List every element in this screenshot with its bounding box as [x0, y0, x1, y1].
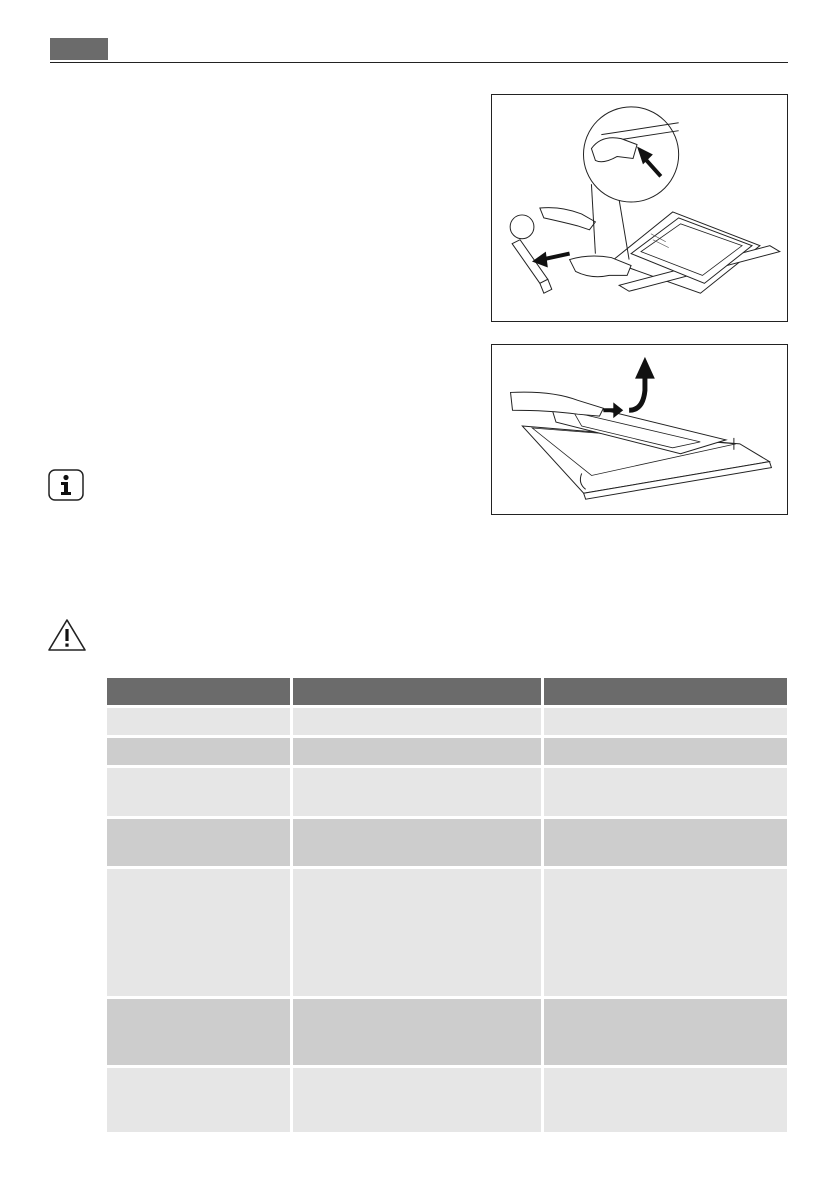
table-cell — [291, 737, 542, 767]
table-cell — [542, 868, 787, 998]
table-cell — [107, 707, 291, 737]
table-cell — [291, 868, 542, 998]
table-cell — [107, 868, 291, 998]
table-cell — [107, 737, 291, 767]
troubleshooting-table — [107, 678, 787, 1135]
table-cell — [291, 998, 542, 1067]
table-row — [107, 737, 787, 767]
table-row — [107, 998, 787, 1067]
table-cell — [107, 767, 291, 818]
table-row — [107, 767, 787, 818]
table-cell — [107, 1067, 291, 1134]
table-cell — [291, 1067, 542, 1134]
table-cell — [542, 737, 787, 767]
table-cell — [107, 998, 291, 1067]
glass-panel-removal-illustration — [491, 344, 788, 515]
info-icon — [48, 469, 84, 501]
table-cell — [542, 998, 787, 1067]
door-trim-removal-illustration — [491, 94, 788, 322]
table-row — [107, 868, 787, 998]
table-cell — [291, 707, 542, 737]
table-cell — [542, 707, 787, 737]
table-cell — [291, 767, 542, 818]
table-row — [107, 1067, 787, 1134]
column-header — [291, 678, 542, 707]
door-trim-removal-drawing — [492, 95, 787, 321]
column-header — [107, 678, 291, 707]
header-rule — [50, 62, 788, 63]
table-cell — [291, 818, 542, 868]
table-cell — [542, 818, 787, 868]
table-header-row — [107, 678, 787, 707]
table-row — [107, 818, 787, 868]
table-cell — [107, 818, 291, 868]
table-cell — [542, 767, 787, 818]
warning-icon — [47, 618, 87, 652]
table-cell — [542, 1067, 787, 1134]
column-header — [542, 678, 787, 707]
section-tab — [50, 38, 108, 60]
table-row — [107, 707, 787, 737]
glass-panel-removal-drawing — [492, 345, 787, 514]
